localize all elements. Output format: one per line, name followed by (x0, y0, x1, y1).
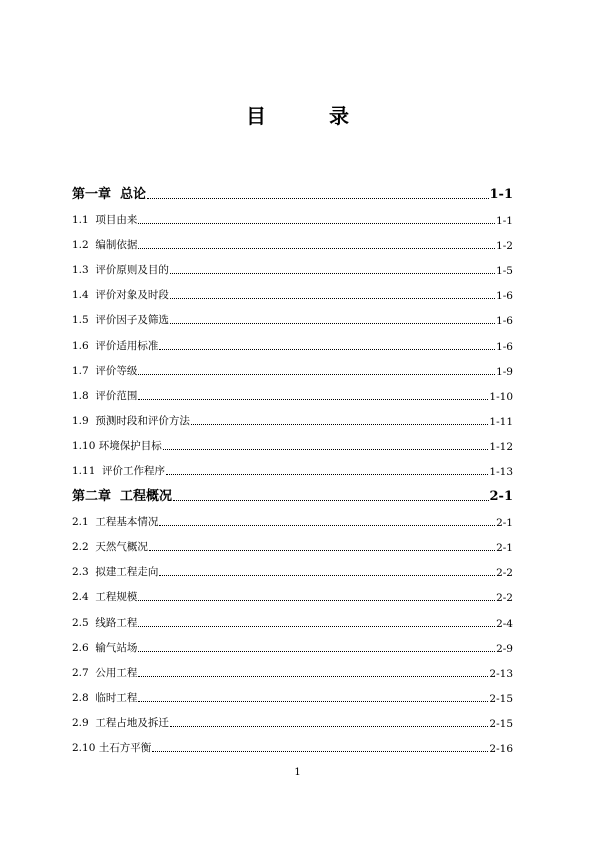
toc-section-entry[interactable] (72, 403, 513, 428)
toc-entry-page: 1-2 (496, 240, 513, 253)
toc-dot-leader (138, 389, 488, 400)
toc-section-entry[interactable] (72, 453, 513, 478)
toc-section-entry[interactable] (72, 655, 513, 680)
toc-section-entry[interactable] (72, 378, 513, 403)
toc-entry-label: 1.4 评价对象及时段 (72, 289, 169, 302)
toc-section-entry[interactable] (72, 428, 513, 453)
toc-dot-leader (138, 666, 488, 677)
toc-dot-leader (138, 641, 495, 652)
toc-section-entry[interactable] (72, 630, 513, 655)
toc-entry-label: 2.8 临时工程 (72, 691, 138, 704)
toc-dot-leader (149, 540, 495, 551)
toc-entry-label: 1.11 评价工作程序 (72, 465, 166, 478)
toc-entry-page: 2-4 (496, 617, 513, 630)
toc-section-entry[interactable] (72, 680, 513, 705)
toc-section-entry[interactable] (72, 302, 513, 327)
toc-entry-label: 2.2 天然气概况 (72, 541, 148, 554)
toc-section-entry[interactable] (72, 277, 513, 302)
toc-entry-page: 1-12 (489, 440, 513, 453)
toc-dot-leader (138, 364, 495, 375)
toc-dot-leader (138, 616, 495, 627)
toc-entry-label: 1.3 评价原则及目的 (72, 264, 169, 277)
toc-dot-leader (138, 590, 495, 601)
toc-dot-leader (170, 263, 495, 274)
toc-dot-leader (152, 741, 488, 752)
toc-section-entry[interactable] (72, 604, 513, 629)
toc-dot-leader (166, 464, 488, 475)
toc-dot-leader (163, 439, 489, 450)
toc-entry-label: 2.6 输气站场 (72, 641, 138, 654)
toc-entry-label: 1.9 预测时段和评价方法 (72, 414, 190, 427)
toc-entry-page: 1-1 (489, 187, 513, 202)
toc-dot-leader (170, 288, 495, 299)
toc-dot-leader (147, 188, 488, 199)
toc-entry-page: 2-2 (496, 592, 513, 605)
toc-entry-page: 2-1 (496, 542, 513, 555)
toc-entry-page: 1-13 (489, 466, 513, 479)
toc-entry-label: 1.10 环境保护目标 (72, 439, 162, 452)
toc-section-entry[interactable] (72, 327, 513, 352)
toc-entry-label: 1.7 评价等级 (72, 364, 138, 377)
toc-dot-leader (138, 691, 488, 702)
toc-entry-page: 2-15 (489, 717, 513, 730)
toc-dot-leader (159, 515, 495, 526)
toc-section-entry[interactable] (72, 705, 513, 730)
toc-entry-page: 1-6 (496, 315, 513, 328)
toc-dot-leader (138, 238, 495, 249)
toc-entry-label: 2.5 线路工程 (72, 616, 138, 629)
toc-chapter-entry[interactable] (72, 176, 513, 202)
toc-section-entry[interactable] (72, 529, 513, 554)
toc-entry-page: 2-15 (489, 692, 513, 705)
toc-entry-page: 2-9 (496, 642, 513, 655)
page-number: 1 (294, 767, 301, 778)
table-of-contents (72, 176, 513, 755)
toc-entry-page: 2-2 (496, 567, 513, 580)
toc-entry-page: 1-6 (496, 340, 513, 353)
toc-title: 目 录 (246, 104, 377, 128)
toc-dot-leader (170, 716, 489, 727)
toc-entry-label: 1.2 编制依据 (72, 239, 138, 252)
toc-entry-page: 2-13 (489, 667, 513, 680)
toc-section-entry[interactable] (72, 353, 513, 378)
toc-dot-leader (159, 339, 495, 350)
toc-entry-page: 1-6 (496, 290, 513, 303)
toc-entry-label: 2.3 拟建工程走向 (72, 566, 159, 579)
toc-entry-page: 1-11 (489, 415, 513, 428)
toc-entry-label: 1.1 项目由来 (72, 214, 138, 227)
toc-dot-leader (173, 490, 488, 501)
toc-section-entry[interactable] (72, 730, 513, 755)
toc-dot-leader (191, 414, 489, 425)
toc-entry-page: 2-16 (489, 742, 513, 755)
toc-entry-page: 1-9 (496, 365, 513, 378)
toc-entry-label: 第二章 工程概况 (72, 489, 173, 505)
toc-entry-label: 1.8 评价范围 (72, 389, 138, 402)
toc-entry-label: 2.1 工程基本情况 (72, 516, 159, 529)
toc-dot-leader (138, 213, 495, 224)
toc-entry-page: 2-1 (489, 489, 513, 505)
toc-dot-leader (170, 313, 495, 324)
toc-entry-page: 2-1 (496, 517, 513, 530)
toc-entry-label: 1.6 评价适用标准 (72, 339, 159, 352)
toc-entry-page: 1-10 (489, 390, 513, 403)
toc-dot-leader (159, 565, 495, 576)
toc-entry-label: 2.10 土石方平衡 (72, 741, 152, 754)
toc-entry-page: 1-5 (496, 265, 513, 278)
toc-section-entry[interactable] (72, 252, 513, 277)
toc-section-entry[interactable] (72, 227, 513, 252)
toc-entry-label: 1.5 评价因子及筛选 (72, 314, 169, 327)
toc-section-entry[interactable] (72, 202, 513, 227)
toc-entry-label: 2.4 工程规模 (72, 591, 138, 604)
toc-section-entry[interactable] (72, 579, 513, 604)
toc-entry-label: 2.9 工程占地及拆迁 (72, 716, 169, 729)
toc-entry-label: 2.7 公用工程 (72, 666, 138, 679)
toc-section-entry[interactable] (72, 554, 513, 579)
toc-entry-page: 1-1 (496, 215, 513, 228)
toc-section-entry[interactable] (72, 504, 513, 529)
toc-entry-label: 第一章 总论 (72, 187, 147, 202)
toc-chapter-entry[interactable] (72, 478, 513, 504)
